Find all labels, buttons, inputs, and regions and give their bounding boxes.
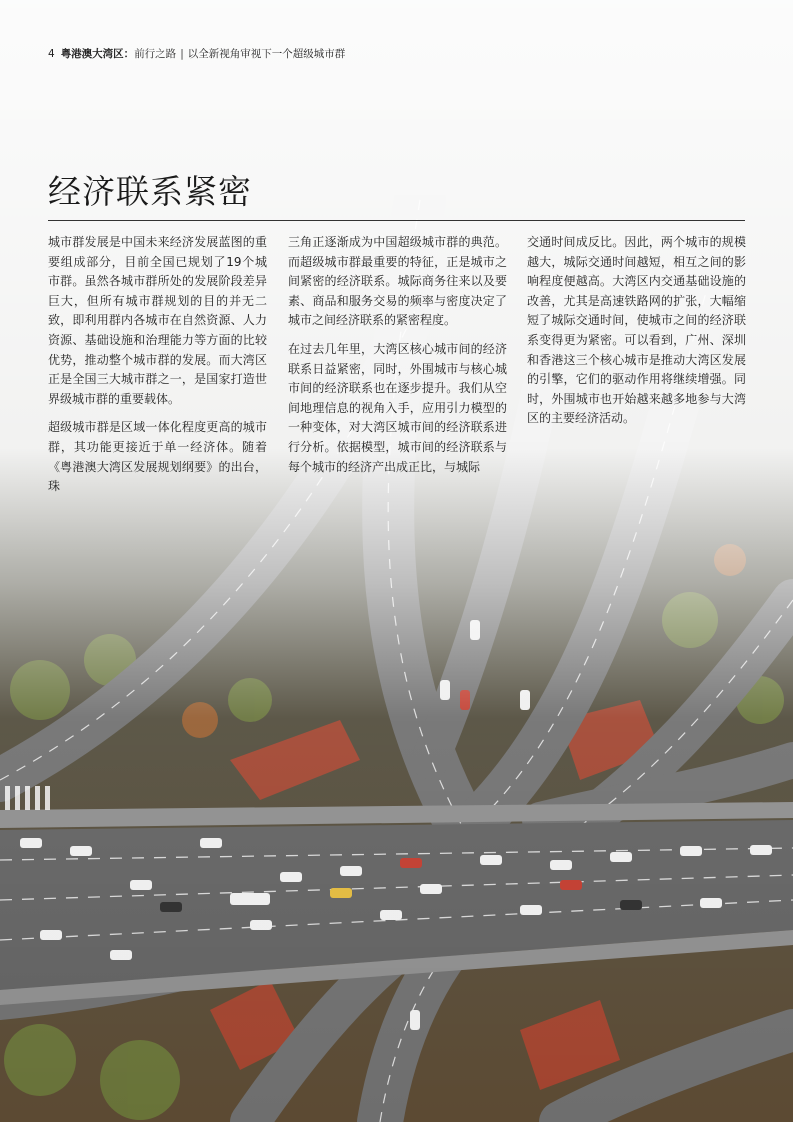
- body-paragraph: 在过去几年里，大湾区核心城市间的经济联系日益紧密，同时，外围城市与核心城市间的经济联系也在逐步提升。我们从空间地理信息的视角入手，应用引力模型的一种变体，对大湾区城市间的经济联系进行分析。依据模型，城市间的经济联系与每个城市的经济产出成正比，与城际: [288, 341, 507, 474]
- header-separator: |: [180, 48, 184, 60]
- body-paragraph: 三角正逐渐成为中国超级城市群的典范。而超级城市群最重要的特征，正是城市之间紧密的经济联系。城际商务往来以及要素、商品和服务交易的频率与密度决定了城市之间经济联系的紧密程度。: [288, 235, 507, 328]
- page-number: 4: [48, 48, 55, 60]
- header-subtitle: 以全新视角审视下一个超级城市群: [187, 48, 346, 60]
- text-column-1: [48, 233, 267, 506]
- body-paragraph: 交通时间成反比。因此，两个城市的规模越大，城际交通时间越短，相互之间的影响程度便越高。大湾区内交通基础设施的改善，尤其是高速铁路网的扩张，大幅缩短了城际交通时间，使城市之间的经济联系变得更为紧密。可以看到，广州、深圳和香港这三个核心城市是推动大湾区发展的引擎，它们的驱动作用将继续增强。同时，外围城市也开始越来越多地参与大湾区的主要经济活动。: [527, 235, 746, 426]
- body-paragraph: 超级城市群是区域一体化程度更高的城市群，其功能更接近于单一经济体。随着《粤港澳大湾区发展规划纲要》的出台，珠: [48, 420, 267, 494]
- publication-title: 粤港澳大湾区：: [60, 48, 135, 60]
- running-header: [48, 46, 345, 61]
- text-column-3: [527, 233, 746, 438]
- section-heading: 经济联系紧密: [48, 172, 252, 211]
- body-paragraph: 城市群发展是中国未来经济发展蓝图的重要组成部分，目前全国已规划了19个城市群。虽然各城市群所处的发展阶段差异巨大，但所有城市群规划的目的并无二致，即利用群内各城市在自然资源、人力资源、基础设施和治理能力等方面的比较优势，推动整个城市群的发展。而大湾区正是全国三大城市群之一，是国家打造世界级城市群的重要载体。: [48, 235, 267, 406]
- heading-rule: [48, 220, 745, 221]
- text-column-2: [288, 233, 507, 486]
- section-name: 前行之路: [134, 48, 177, 60]
